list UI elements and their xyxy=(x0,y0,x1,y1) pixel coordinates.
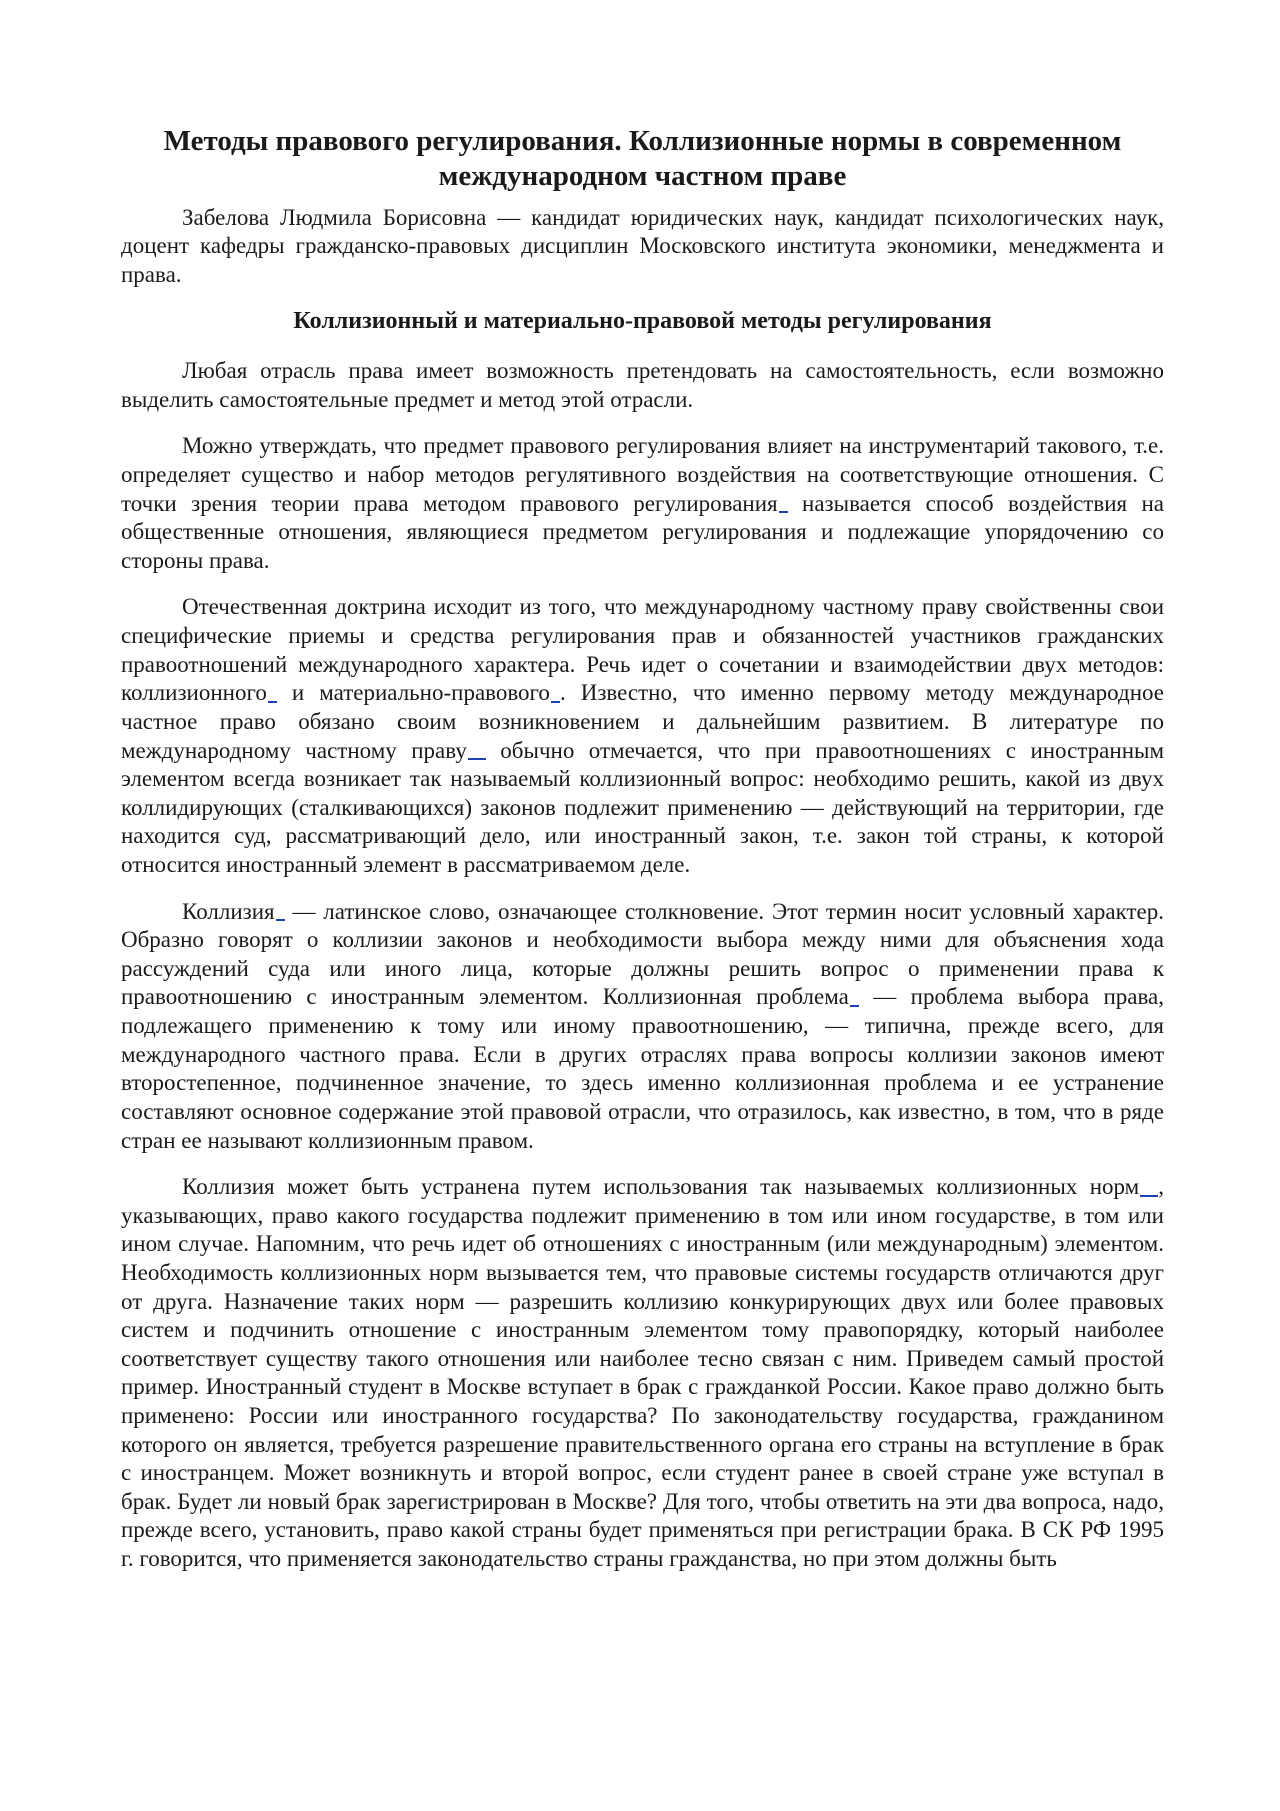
paragraph-5 xyxy=(121,1173,1164,1573)
paragraph-text: , указывающих, право какого государства подлежит применению в том или ином государстве, в том или ином случае. Напомним, что речь идет об отношениях с иностранным (или международным) элементом. Необходимость коллизионных норм вызывается тем, что правовые системы государств отличаются друг от друга. Назначение таких норм — разрешить коллизию конкурирующих двух или более правовых систем и подчинить отношение с иностранным элементом тому правопорядку, который наиболее соответствует существу такого отношения или наиболее тесно связан с ним. Приведем самый простой пример. Иностранный студент в Москве вступает в брак с гражданкой России. Какое право должно быть применено: России или иностранного государства? По законодательству государства, гражданином которого он является, требуется разрешение правительственного органа его страны на вступление в брак с иностранцем. Может возникнуть и второй вопрос, если студент ранее в своей стране уже вступал в брак. Будет ли новый брак зарегистрирован в Москве? Для того, чтобы ответить на эти два вопроса, надо, прежде всего, установить, право какой страны будет применяться при регистрации брака. В СК РФ 1995 г. говорится, что применяется законодательство страны гражданства, но при этом должны быть xyxy=(121,1174,1164,1571)
paragraph-text: Коллизия может быть устранена путем использования так называемых коллизионных норм xyxy=(182,1174,1140,1200)
footnote-link-5[interactable] xyxy=(276,898,285,922)
paragraph-2 xyxy=(121,432,1164,575)
paragraph-text: обычно отмечается, что при правоотношениях с иностранным элементом всегда возникает так называемый коллизионный вопрос: необходимо решить, какой из двух коллидирующих (сталкивающихся) законов подлежит применению — действующий на территории, где находится суд, рассматривающий дело, или иностранный закон, т.е. закон той страны, к которой относится иностранный элемент в рассматриваемом деле. xyxy=(121,737,1165,877)
author-info: Забелова Людмила Борисовна — кандидат юридических наук, кандидат психологических наук, доцент кафедры гражданско-правовых дисциплин Московского института экономики, менеджмента и права. xyxy=(121,205,1164,287)
footnote-link-6[interactable] xyxy=(850,983,859,1007)
footnote-link-7[interactable] xyxy=(1140,1173,1158,1197)
paragraph-text: и материально-правового xyxy=(276,680,550,706)
paragraph-text: Можно утверждать, что предмет правового регулирования влияет на инструментарий такового, т.е. определяет существо и набор методов регулятивного воздействия на соответствующие отношения. С точки зрения теории права методом правового регулирования xyxy=(121,433,1164,516)
paragraph-text: Отечественная доктрина исходит из того, что международному частному праву свойственны свои специфические приемы и средства регулирования прав и обязанностей участников гражданских правоотношений международного характера. Речь идет о сочетании и взаимодействии двух методов: коллизионного xyxy=(121,594,1164,706)
paragraph-text: называется способ воздействия на общественные отношения, являющиеся предметом регулирования и подлежащие упорядочению со стороны права. xyxy=(121,490,1165,573)
paragraph-3 xyxy=(121,593,1164,879)
section-heading: Коллизионный и материально-правовой методы регулирования xyxy=(293,308,992,335)
paragraph-text: — проблема выбора права, подлежащего применению к тому или иному правоотношению, — типична, прежде всего, для международного частного права. Если в других отраслях права вопросы коллизии законов имеют второстепенное, подчиненное значение, то здесь именно коллизионная проблема и ее устранение составляют основное содержание этой правовой отрасли, что отразилось, как известно, в том, что в ряде стран ее называют коллизионным правом. xyxy=(121,984,1164,1153)
footnote-link-3[interactable] xyxy=(551,679,560,703)
paragraph-text: . Известно, что именно первому методу международное частное право обязано своим возникновением и дальнейшим развитием. В литературе по международному частному праву xyxy=(121,680,1164,763)
footnote-link-1[interactable] xyxy=(779,490,788,514)
footnote-link-4[interactable] xyxy=(468,737,486,761)
paragraph-4 xyxy=(121,898,1164,1156)
paragraph-text: — латинское слово, означающее столкновение. Этот термин носит условный характер. Образно говорят о коллизии законов и необходимости выбора между ними для объяснения хода рассуждений суда или иного лица, которые должны решить вопрос о применении права к правоотношению с иностранным элементом. Коллизионная проблема xyxy=(121,898,1164,1010)
paragraph-text: Любая отрасль права имеет возможность претендовать на самостоятельность, если возможно выделить самостоятельные предмет и метод этой отрасли. xyxy=(121,358,1164,412)
footnote-link-2[interactable] xyxy=(268,679,277,703)
paragraph-1 xyxy=(121,357,1164,414)
document-title: Методы правового регулирования. Коллизионные нормы в современном международном частном праве xyxy=(163,125,1122,192)
paragraph-text: Коллизия xyxy=(182,898,275,924)
